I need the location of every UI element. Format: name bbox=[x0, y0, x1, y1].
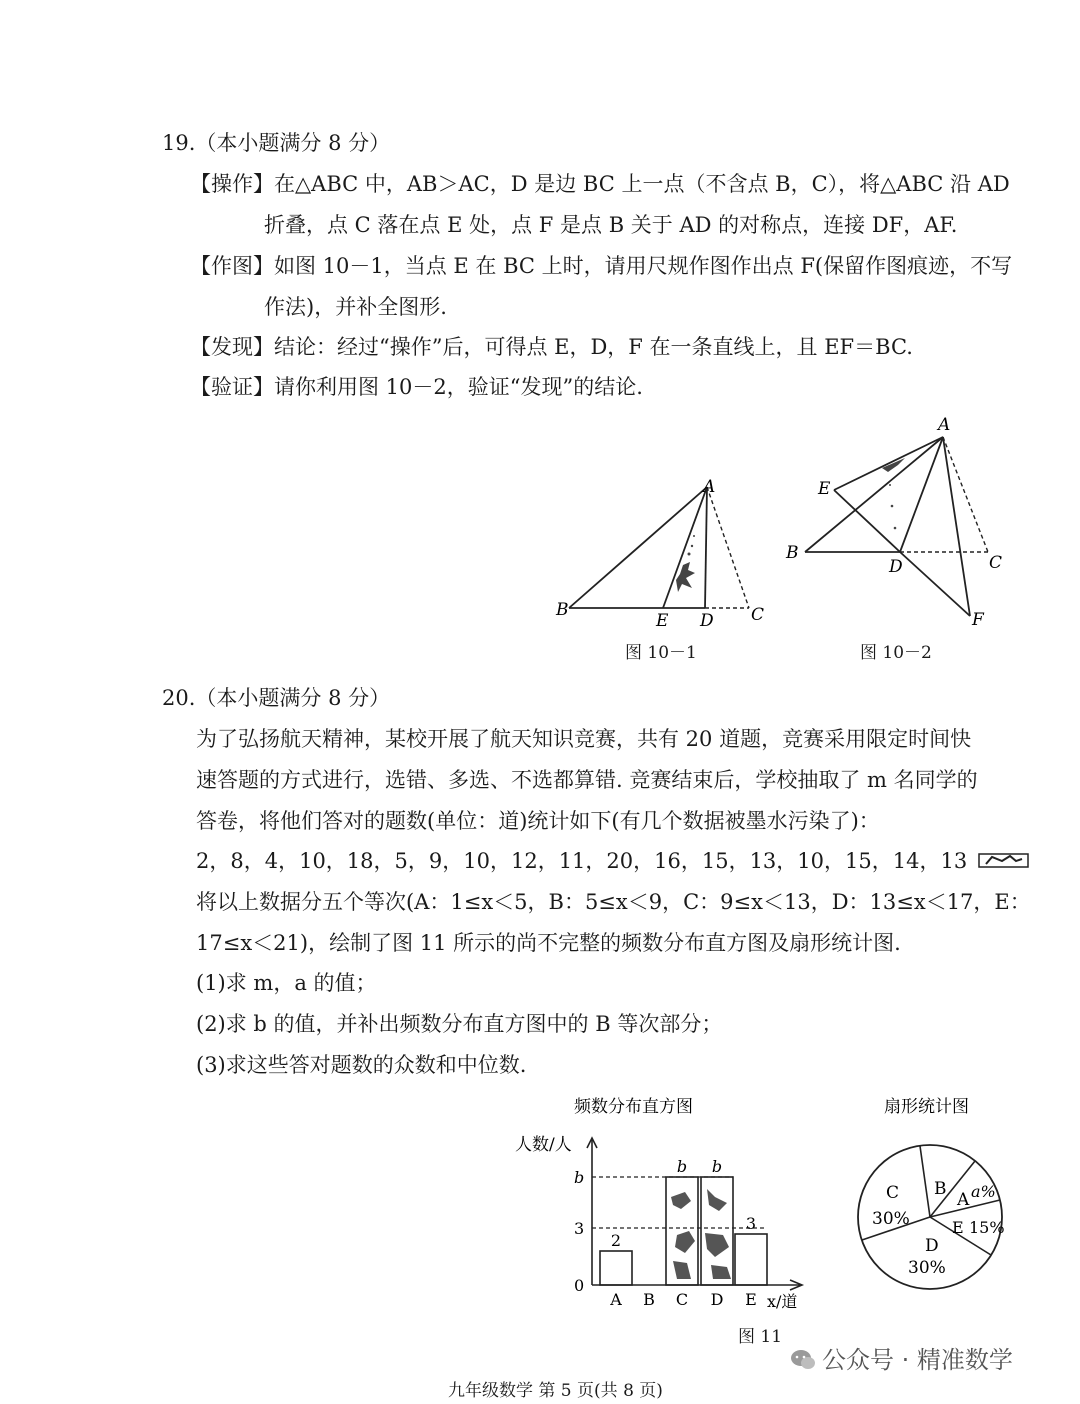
pie-divider-c-b bbox=[920, 1146, 930, 1217]
segment-ac-dashed bbox=[943, 437, 988, 552]
y-tick-3: 3 bbox=[574, 1219, 585, 1238]
label-e: E bbox=[818, 479, 831, 499]
label-a: A bbox=[938, 415, 951, 435]
q20-paragraph-2: 速答题的方式进行，选错、多选、不选都算错. 竞赛结束后，学校抽取了 m 名同学的 bbox=[196, 768, 978, 792]
figure-10-1 bbox=[550, 470, 780, 630]
bar-value-d: b bbox=[711, 1157, 723, 1176]
operation-text-2: 折叠，点 C 落在点 E 处，点 F 是点 B 关于 AD 的对称点，连接 DF，AF. bbox=[264, 213, 958, 237]
q19-verify bbox=[190, 372, 643, 402]
segment-af bbox=[943, 437, 970, 616]
segment-ab bbox=[569, 487, 707, 608]
q20-header: 20.（本小题满分 8 分） bbox=[162, 686, 391, 710]
segment-df bbox=[900, 552, 970, 616]
pie-chart bbox=[850, 1085, 1020, 1305]
bar-value-c: b bbox=[676, 1157, 688, 1176]
label-b: B bbox=[556, 600, 569, 620]
ink-stain bbox=[882, 458, 905, 529]
segment-ac-dashed bbox=[707, 487, 749, 608]
pie-label-d: D bbox=[925, 1236, 939, 1256]
data-values: 2，8，4，10，18，5，9，10，12，11，20，16，15，13，10，15，14，13 bbox=[196, 849, 968, 873]
histogram-x-ticks bbox=[609, 1290, 757, 1309]
label-d: D bbox=[700, 611, 714, 630]
x-tick-c: C bbox=[675, 1290, 689, 1309]
y-tick-b: b bbox=[574, 1168, 585, 1187]
figure-10-1-caption: 图 10－1 bbox=[625, 643, 697, 663]
wechat-icon bbox=[790, 1348, 816, 1378]
drawing-text-1: 如图 10－1，当点 E 在 BC 上时，请用尺规作图作出点 F(保留作图痕迹，不写 bbox=[274, 254, 1013, 278]
q19-drawing bbox=[190, 251, 1012, 281]
pie-label-a: A bbox=[957, 1190, 970, 1210]
q20-paragraph-3: 答卷，将他们答对的题数(单位：道)统计如下(有几个数据被墨水污染了)： bbox=[196, 809, 880, 833]
pie-label-c: C bbox=[886, 1183, 900, 1203]
bar-e bbox=[735, 1234, 767, 1285]
ink-stained-data bbox=[978, 852, 1030, 870]
q20-paragraph-1: 为了弘扬航天精神，某校开展了航天知识竞赛，共有 20 道题，竞赛采用限定时间快 bbox=[196, 727, 972, 751]
label-f: F bbox=[972, 610, 984, 630]
x-tick-a: A bbox=[610, 1290, 622, 1309]
verify-tag: 【验证】 bbox=[190, 375, 274, 399]
watermark-text: 公众号 · 精准数学 bbox=[822, 1346, 1013, 1374]
q20-subquestion-1: (1)求 m，a 的值； bbox=[196, 971, 377, 995]
histogram-y-label: 人数/人 bbox=[515, 1135, 572, 1155]
page-footer: 九年级数学 第 5 页(共 8 页) bbox=[448, 1381, 663, 1401]
q19-operation bbox=[190, 169, 1010, 199]
pie-title: 扇形统计图 bbox=[884, 1097, 969, 1117]
x-tick-b: B bbox=[643, 1290, 655, 1309]
q20-paragraph-5: 17≤x＜21)，绘制了图 11 所示的尚不完整的频数分布直方图及扇形统计图. bbox=[196, 931, 901, 955]
q20-subquestion-2: (2)求 b 的值，并补出频数分布直方图中的 B 等次部分； bbox=[196, 1012, 723, 1036]
label-a: A bbox=[703, 477, 716, 497]
bar-value-e: 3 bbox=[745, 1214, 757, 1233]
q20-data-line bbox=[196, 846, 1030, 876]
pie-value-e: 15% bbox=[969, 1218, 1005, 1237]
pie-value-d: 30% bbox=[908, 1258, 946, 1278]
label-c: C bbox=[989, 553, 1003, 573]
label-c: C bbox=[751, 605, 765, 625]
operation-tag: 【操作】 bbox=[190, 172, 274, 196]
label-d: D bbox=[889, 557, 903, 577]
bar-a bbox=[600, 1251, 632, 1285]
pie-value-c: 30% bbox=[872, 1209, 910, 1229]
figure-10-2-caption: 图 10－2 bbox=[860, 643, 932, 663]
q20-subquestion-3: (3)求这些答对题数的众数和中位数. bbox=[196, 1053, 527, 1077]
bar-value-a: 2 bbox=[610, 1231, 622, 1250]
x-tick-d: D bbox=[710, 1290, 724, 1309]
pie-label-b: B bbox=[934, 1179, 947, 1199]
label-e: E bbox=[656, 611, 669, 630]
segment-ad bbox=[705, 487, 707, 608]
pie-value-a: a% bbox=[971, 1182, 996, 1201]
drawing-tag: 【作图】 bbox=[190, 254, 274, 278]
watermark bbox=[790, 1340, 1013, 1378]
q19-header: 19.（本小题满分 8 分） bbox=[162, 131, 391, 155]
discovery-tag: 【发现】 bbox=[190, 335, 274, 359]
operation-text-1: 在△ABC 中，AB＞AC，D 是边 BC 上一点（不含点 B，C），将△ABC 沿 AD bbox=[274, 172, 1010, 196]
x-tick-e: E bbox=[745, 1290, 757, 1309]
histogram-chart bbox=[505, 1085, 825, 1317]
q19-discovery bbox=[190, 332, 913, 362]
drawing-text-2: 作法)，并补全图形. bbox=[264, 295, 447, 319]
pie-label-e: E bbox=[952, 1218, 964, 1237]
discovery-text: 结论：经过“操作”后，可得点 E，D，F 在一条直线上，且 EF＝BC. bbox=[274, 335, 913, 359]
label-b: B bbox=[786, 543, 799, 563]
verify-text: 请你利用图 10－2，验证“发现”的结论. bbox=[274, 375, 643, 399]
histogram-x-label: x/道 bbox=[767, 1292, 798, 1311]
histogram-title: 频数分布直方图 bbox=[574, 1097, 693, 1117]
q20-paragraph-4: 将以上数据分五个等次(A：1≤x＜5，B：5≤x＜9，C：9≤x＜13，D：13≤x＜17，E： bbox=[196, 890, 1031, 914]
y-tick-0: 0 bbox=[574, 1276, 585, 1295]
figure-10-2 bbox=[780, 410, 1020, 635]
figure-11-caption: 图 11 bbox=[738, 1327, 783, 1347]
